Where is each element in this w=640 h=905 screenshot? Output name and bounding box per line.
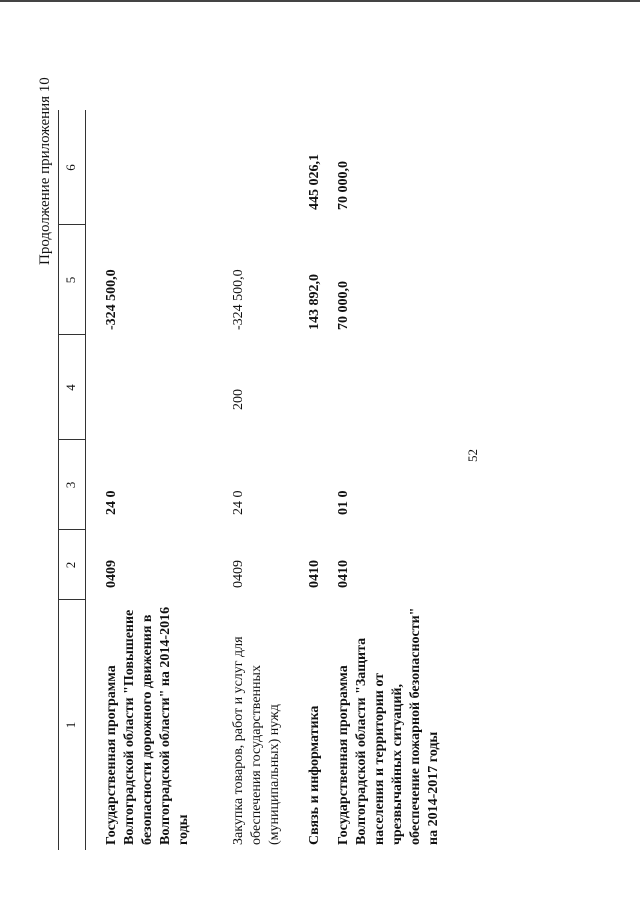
- row-target-code: 01 0: [336, 490, 351, 515]
- header-col-6: 6: [63, 164, 78, 171]
- header-col-2: 2: [63, 561, 78, 569]
- row-target-code: 24 0: [104, 490, 119, 515]
- row-amount-5: 143 892,0: [307, 274, 322, 330]
- budget-table: [58, 110, 498, 850]
- row-amount-5: -324 500,0: [104, 269, 119, 330]
- row-amount-5: 70 000,0: [336, 281, 351, 330]
- row-section-code: 0410: [307, 560, 322, 588]
- row-name: Государственная программа Волгоградской области "Повышение безопасности дорожного движения в Волгоградской области" на 2014-2016 годы: [104, 606, 191, 845]
- row-name: Связь и информатика: [307, 705, 322, 845]
- row-target-code: 24 0: [231, 490, 246, 515]
- row-name: Закупка товаров, работ и услуг для обеспечения государственных (муниципальных) нужд: [231, 636, 282, 845]
- table-header-rule: [85, 110, 86, 850]
- page-number: 52: [465, 449, 480, 462]
- row-section-code: 0409: [104, 560, 119, 588]
- header-col-3: 3: [63, 481, 78, 489]
- row-section-code: 0410: [336, 560, 351, 588]
- header-col-5: 5: [63, 276, 78, 284]
- table-top-rule: [58, 110, 59, 850]
- header-col-4: 4: [63, 384, 78, 391]
- continuation-note: Продолжение приложения 10: [37, 77, 53, 265]
- row-amount-6: 445 026,1: [307, 154, 322, 210]
- row-expense-type: 200: [231, 389, 246, 410]
- header-col-1: 1: [63, 721, 78, 729]
- row-section-code: 0409: [231, 560, 246, 588]
- row-name: Государственная программа Волгоградской области "Защита населения и территории от чрезвычайных ситуаций, обеспечение пожарной безопасности" на 2014-2017 годы: [336, 607, 441, 845]
- row-amount-5: -324 500,0: [231, 269, 246, 330]
- top-border: [0, 0, 640, 2]
- row-amount-6: 70 000,0: [336, 161, 351, 210]
